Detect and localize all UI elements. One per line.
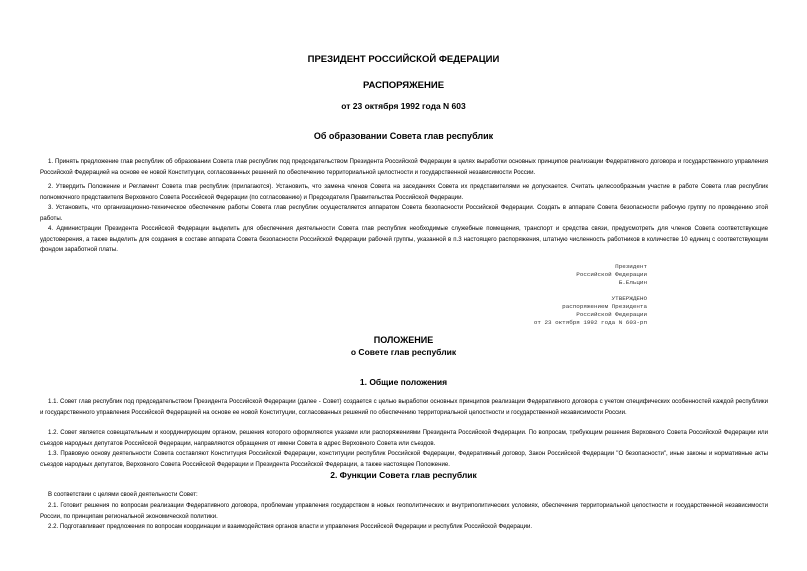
document-type-heading: РАСПОРЯЖЕНИЕ	[362, 80, 445, 91]
signature-line: Российской Федерации	[576, 271, 647, 278]
section-2-item-1: 2.1. Готовит решения по вопросам реализации Федеративного договора, проблемам управления государством в новых геополитических и внутриполитических условиях, обеспечения территориальной целостности и государственной независимости России, по принципам региональной экономической политики.	[40, 502, 768, 520]
signature-name: Б.Ельцин	[618, 279, 647, 286]
order-item-1: 1. Принять предложение глав республик об образовании Совета глав республик под председательством Президента Российской Федерации в целях выработки основных принципов реализации Федеративного договора и государственного управления Российской Федерацией на основе ее новой Конституции, согласованных решений по обеспечению территориальной целостности и государственной независимости России.	[40, 158, 768, 176]
section-2-item-2: 2.2. Подготавливает предложения по вопросам координации и взаимодействия органов власти и управления Российской Федерации и республик Российской Федерации.	[48, 523, 533, 530]
approval-line: Российской Федерации	[576, 311, 647, 318]
section-2-intro: В соответствии с целями своей деятельности Совет:	[48, 491, 198, 498]
issuer-heading: ПРЕЗИДЕНТ РОССИЙСКОЙ ФЕДЕРАЦИИ	[307, 54, 500, 65]
approval-line: распоряжением Президента	[562, 303, 647, 310]
section-1-item-2: 1.2. Совет является совещательным и координирующим органом, решения которого оформляются указами или распоряжениями Президента Российской Федерации. По вопросам, требующим решения Верховного Совета Российской Федерации или съездов народных депутатов Российской Федерации, направляются обращения от имени Совета в адрес Верховного Совета или съездов.	[40, 429, 768, 447]
section-2-title: 2. Функции Совета глав республик	[330, 470, 477, 480]
regulation-title: ПОЛОЖЕНИЕ	[373, 335, 434, 345]
approval-block	[534, 295, 647, 327]
section-1-item-3: 1.3. Правовую основу деятельности Совета составляют Конституция Российской Федерации, конституции республик Российской Федерации, Федеративный договор, Закон Российской Федерации "О безопасности", иные законы и нормативные акты съездов народных депутатов, Верховного Совета Российской Федерации и Президента Российской Федерации, а также настоящее Положение.	[40, 450, 768, 468]
approval-line: от 23 октября 1992 года N 603-рп	[533, 319, 647, 326]
signature-block	[576, 263, 647, 287]
section-1-title: 1. Общие положения	[359, 377, 448, 387]
approval-line: УТВЕРЖДЕНО	[611, 295, 647, 302]
regulation-subtitle: о Совете глав республик	[350, 347, 457, 357]
order-item-4: 4. Администрации Президента Российской Федерации выделить для обеспечения деятельности Совета глав республик необходимые служебные помещения, транспорт и средства связи, предусмотреть для членов Совета соответствующие удостоверения, а также выделить для создания в составе аппарата Совета безопасности Российской Федерации рабочей группы, указанной в п.3 настоящего распоряжения, штатную численность работников в количестве 10 единиц с соответствующим фондом заработной платы.	[40, 225, 768, 254]
document-date: от 23 октября 1992 года N 603	[341, 101, 466, 111]
signature-line: Президент	[615, 263, 647, 270]
order-item-2: 2. Утвердить Положение и Регламент Совета глав республик (прилагаются). Установить, что замена членов Совета на заседаниях Совета их представителями не допускается. Считать целесообразным участие в работе Совета глав республик полномочного представителя Верховного Совета Российской Федерации (по согласованию) и Председателя Правительства Российской Федерации.	[40, 183, 768, 201]
document-subject: Об образовании Совета глав республик	[313, 131, 494, 141]
section-1-item-1: 1.1. Совет глав республик под председательством Президента Российской Федерации (далее - Совет) создается с целью выработки основных принципов реализации Федеративного договора с учетом специфических особенностей каждой республики и государственного управления Российской Федерацией на основе ее новой Конституции, согласованных решений по обеспечению территориальной целостности и государственной независимости России.	[40, 398, 768, 416]
order-item-3: 3. Установить, что организационно-техническое обеспечение работы Совета глав республик осуществляется аппаратом Совета безопасности Российской Федерации. Создать в аппарате Совета безопасности рабочую группу по проведению этой работы.	[40, 204, 768, 222]
